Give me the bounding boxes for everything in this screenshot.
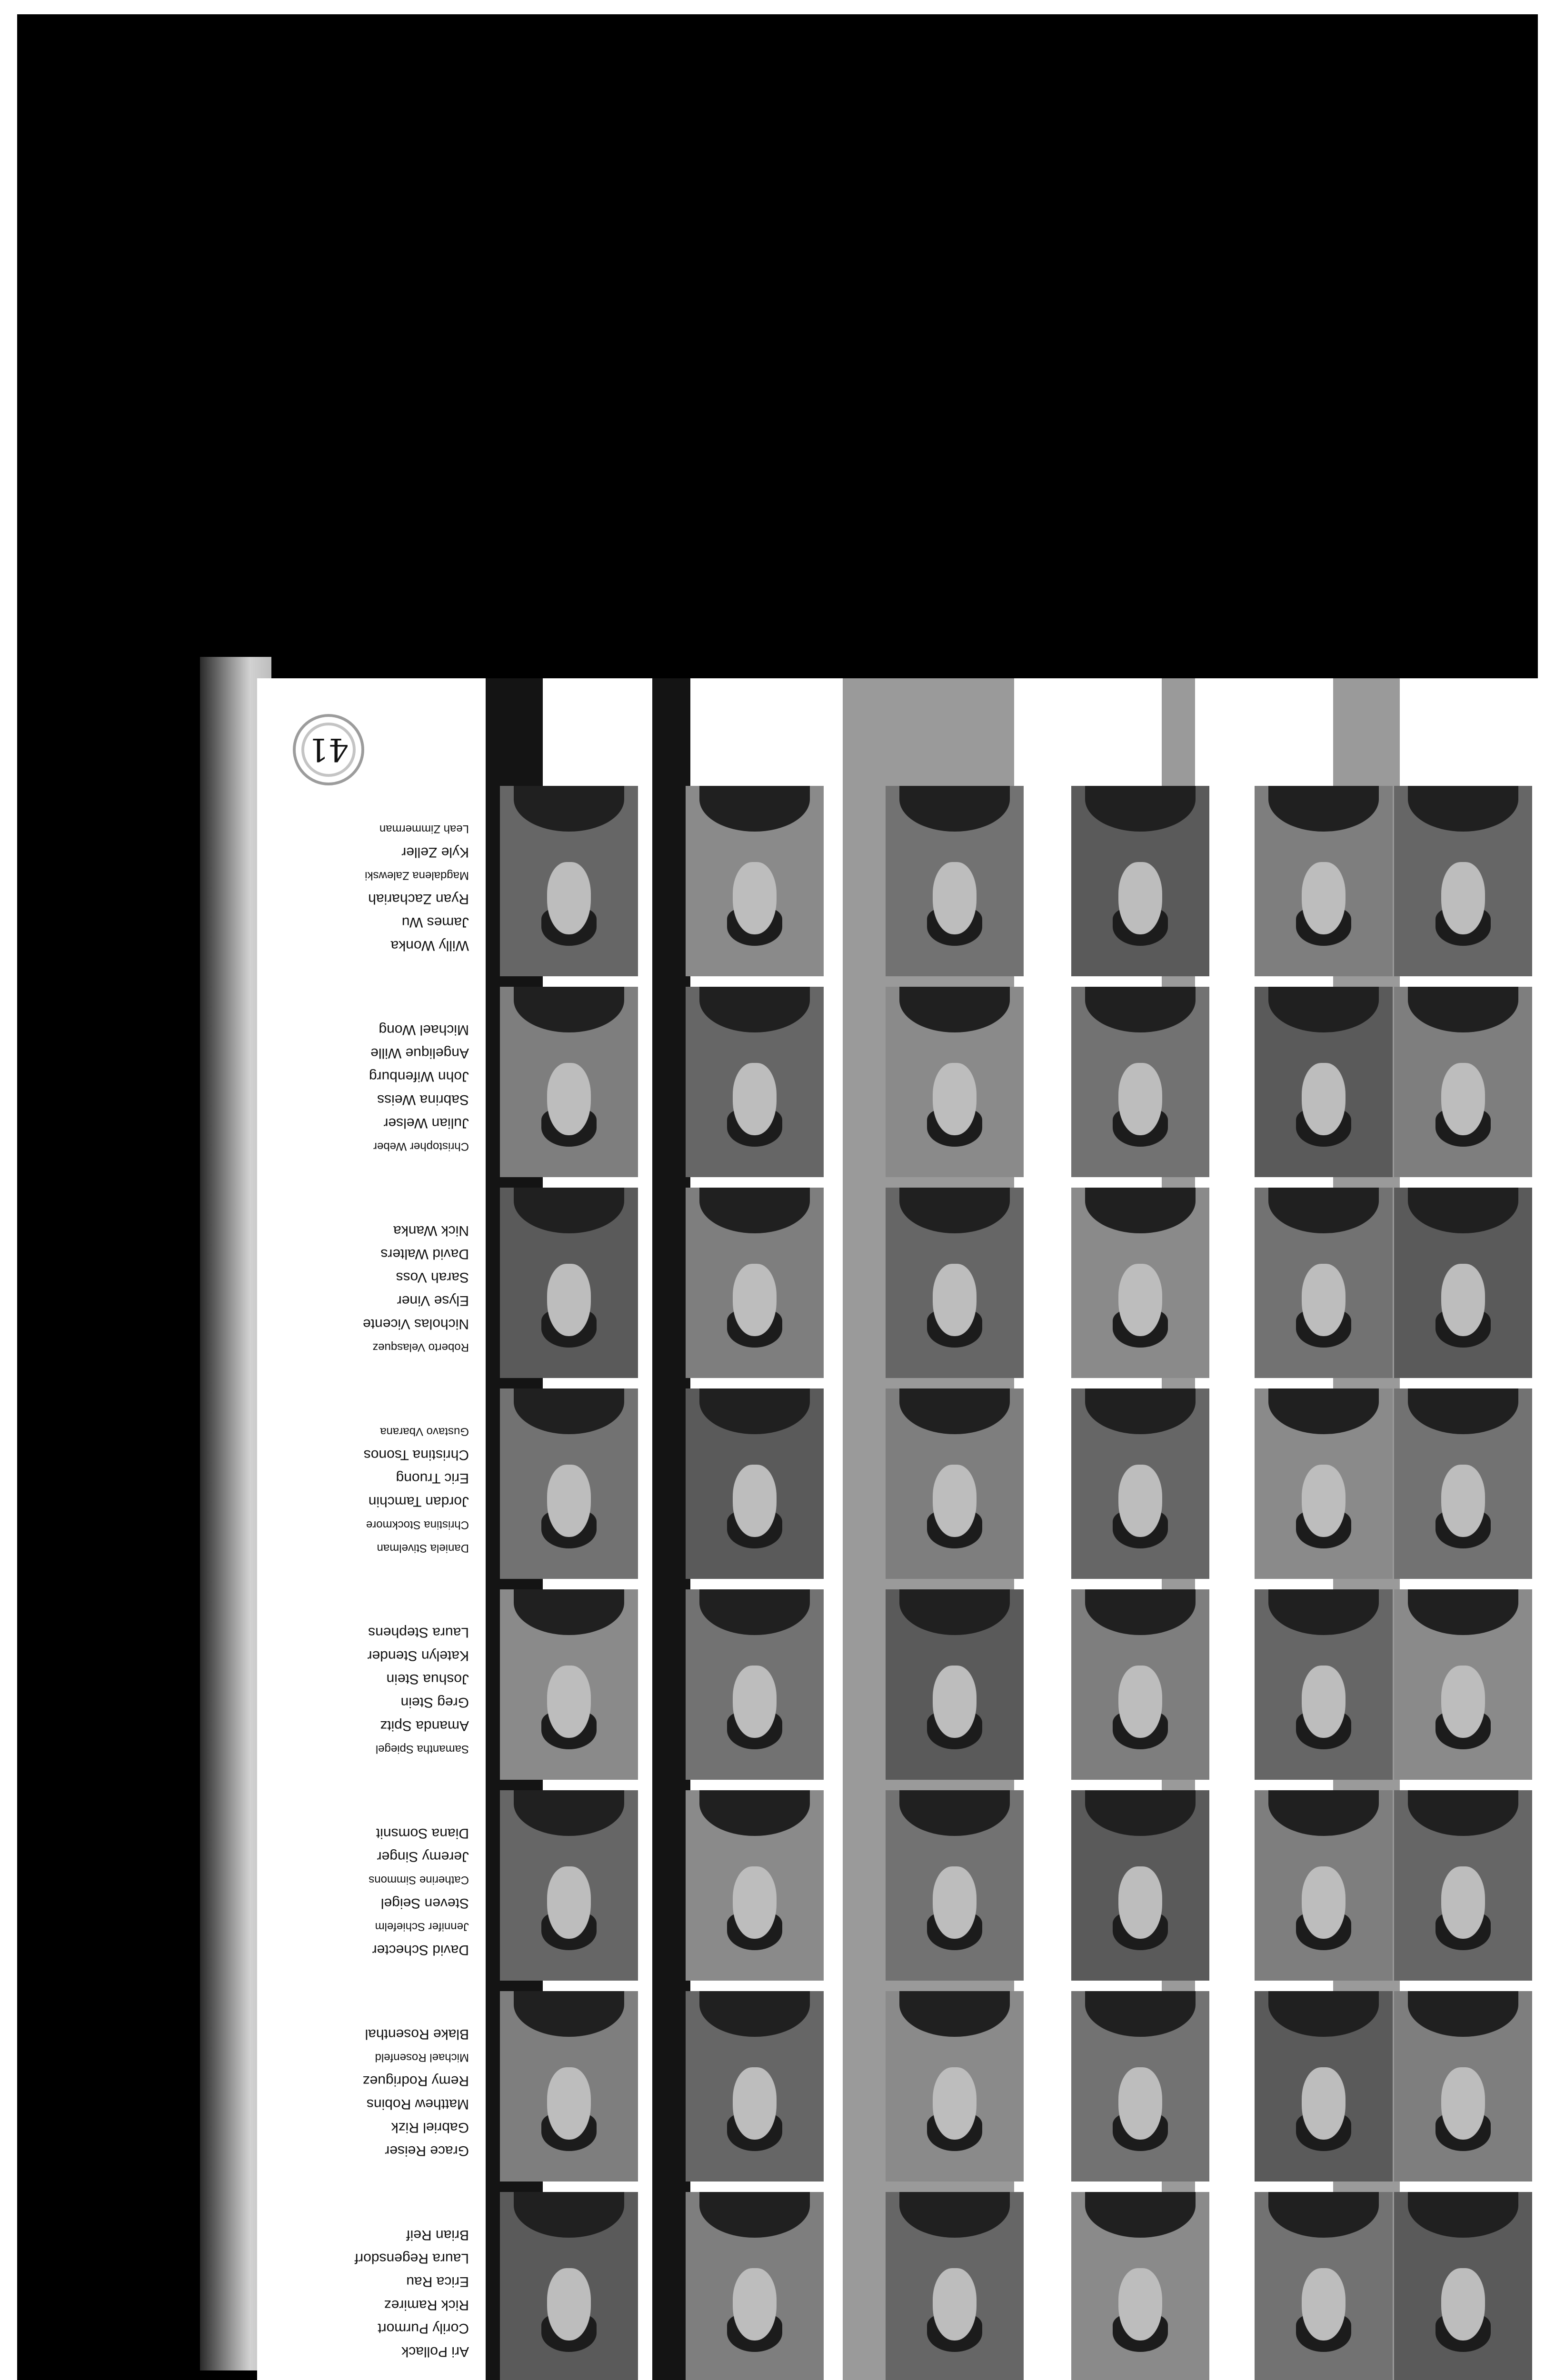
portrait-shoulders <box>899 1991 1010 2037</box>
portrait-face <box>1118 1666 1163 1738</box>
student-name: Greg Stein <box>400 1695 469 1710</box>
student-name: Gustavo Vbarana <box>380 1425 469 1438</box>
student-portrait <box>1255 1388 1393 1579</box>
portrait-face <box>733 2067 777 2140</box>
portrait-shoulders <box>514 2192 624 2238</box>
student-name: Elyse Viner <box>397 1293 469 1309</box>
name-list <box>279 1963 469 2162</box>
portrait-shoulders <box>514 1188 624 1233</box>
portrait-shoulders <box>1408 2192 1518 2238</box>
portrait-shoulders <box>1268 786 1379 832</box>
student-portrait <box>500 1790 638 1981</box>
portrait-face <box>1302 1063 1346 1135</box>
student-portrait <box>1071 1991 1209 2182</box>
student-name: Angelique Wille <box>370 1045 469 1061</box>
student-portrait <box>1071 1188 1209 1378</box>
student-name: Grace Reiser <box>385 2143 469 2159</box>
student-portrait <box>686 2192 824 2380</box>
student-portrait <box>1255 1991 1393 2182</box>
student-name: Jordan Tamchin <box>368 1494 469 1509</box>
student-portrait <box>686 1790 824 1981</box>
portrait-face <box>547 862 591 934</box>
student-name: Willy Wonka <box>390 938 469 953</box>
portrait-shoulders <box>1268 1589 1379 1635</box>
portrait-shoulders <box>514 1991 624 2037</box>
portrait-face <box>547 1666 591 1738</box>
student-name: Remy Rodriguez <box>362 2073 469 2089</box>
student-portrait <box>500 1991 638 2182</box>
portrait-shoulders <box>1085 1188 1196 1233</box>
student-name: Jeremy Singer <box>377 1849 469 1864</box>
student-name: Julian Welser <box>383 1115 469 1131</box>
yearbook-page <box>257 678 1538 2380</box>
portrait-shoulders <box>1268 1388 1379 1434</box>
portrait-face <box>1441 1465 1485 1537</box>
student-name: Laura Stephens <box>368 1625 469 1640</box>
rotated-content <box>257 678 1538 2380</box>
student-name: Diana Somsnit <box>376 1825 469 1841</box>
portrait-shoulders <box>899 1388 1010 1434</box>
portrait-shoulders <box>1268 1188 1379 1233</box>
student-name: Kyle Zeller <box>401 844 469 860</box>
portrait-shoulders <box>699 1589 810 1635</box>
portrait-face <box>1302 2067 1346 2140</box>
portrait-face <box>733 2268 777 2340</box>
portrait-face <box>1302 1465 1346 1537</box>
portrait-face <box>1441 2067 1485 2140</box>
student-name: Laura Regensdorf <box>354 2251 469 2266</box>
student-portrait <box>1394 1388 1532 1579</box>
portrait-face <box>1441 862 1485 934</box>
student-portrait <box>886 786 1024 976</box>
portrait-face <box>1302 2268 1346 2340</box>
portrait-shoulders <box>1268 2192 1379 2238</box>
student-portrait <box>1255 987 1393 1177</box>
portrait-shoulders <box>514 1388 624 1434</box>
portrait-shoulders <box>899 2192 1010 2238</box>
student-name: Samantha Spiegel <box>375 1743 469 1755</box>
student-name: Catherine Simmons <box>369 1874 469 1886</box>
portrait-face <box>1118 1264 1163 1336</box>
portrait-face <box>933 862 977 934</box>
student-name: Katelyn Stender <box>367 1648 469 1664</box>
student-name: Eric Truong <box>396 1470 469 1486</box>
portrait-face <box>733 1264 777 1336</box>
student-portrait <box>1394 987 1532 1177</box>
student-portrait <box>1255 1188 1393 1378</box>
portrait-shoulders <box>699 786 810 832</box>
student-name: Nick Wanka <box>393 1223 469 1239</box>
student-portrait <box>886 1790 1024 1981</box>
student-portrait <box>1071 1790 1209 1981</box>
portrait-shoulders <box>699 1991 810 2037</box>
student-name: Christopher Weber <box>373 1140 469 1153</box>
portrait-face <box>1302 862 1346 934</box>
portrait-shoulders <box>699 987 810 1032</box>
student-portrait <box>1071 1589 1209 1780</box>
student-name: Daniela Stivelman <box>377 1542 469 1555</box>
portrait-shoulders <box>699 1188 810 1233</box>
name-list <box>279 1159 469 1359</box>
student-portrait <box>686 1589 824 1780</box>
student-portrait <box>1255 1589 1393 1780</box>
student-portrait <box>686 1188 824 1378</box>
portrait-shoulders <box>699 1388 810 1434</box>
portrait-shoulders <box>899 987 1010 1032</box>
portrait-face <box>733 1465 777 1537</box>
portrait-face <box>933 2268 977 2340</box>
portrait-face <box>1302 1264 1346 1336</box>
portrait-shoulders <box>1085 1991 1196 2037</box>
page-number: 41 <box>309 731 349 768</box>
portrait-shoulders <box>514 1790 624 1836</box>
portrait-face <box>1302 1666 1346 1738</box>
portrait-shoulders <box>1268 1790 1379 1836</box>
portrait-face <box>1118 2067 1163 2140</box>
student-portrait <box>1255 1790 1393 1981</box>
portrait-face <box>1118 862 1163 934</box>
portrait-face <box>547 1264 591 1336</box>
portrait-shoulders <box>1085 1589 1196 1635</box>
portrait-shoulders <box>1408 1790 1518 1836</box>
student-portrait <box>1071 987 1209 1177</box>
portrait-face <box>733 1866 777 1939</box>
portrait-shoulders <box>1085 2192 1196 2238</box>
student-name: Amanda Spitz <box>380 1718 469 1734</box>
student-portrait <box>886 1589 1024 1780</box>
student-name: David Schecter <box>372 1942 469 1958</box>
student-portrait <box>1394 1589 1532 1780</box>
portrait-face <box>1441 1264 1485 1336</box>
student-name: Matthew Robins <box>366 2096 469 2112</box>
student-name: David Walters <box>380 1246 469 1262</box>
portrait-face <box>733 1063 777 1135</box>
name-list <box>279 1360 469 1560</box>
student-portrait <box>1071 1388 1209 1579</box>
student-portrait <box>500 786 638 976</box>
portrait-shoulders <box>899 1589 1010 1635</box>
portrait-shoulders <box>899 786 1010 832</box>
portrait-face <box>1118 1866 1163 1939</box>
student-portrait <box>1394 2192 1532 2380</box>
student-portrait <box>1394 1991 1532 2182</box>
portrait-shoulders <box>1085 786 1196 832</box>
student-portrait <box>686 786 824 976</box>
portrait-face <box>1118 1465 1163 1537</box>
student-portrait <box>500 1188 638 1378</box>
student-name: Jennifer Schiefelm <box>375 1920 469 1933</box>
portrait-shoulders <box>1408 1991 1518 2037</box>
student-portrait <box>1394 786 1532 976</box>
student-name: Joshua Stein <box>386 1671 469 1687</box>
student-name: Michael Wong <box>379 1022 469 1038</box>
student-portrait <box>1071 2192 1209 2380</box>
student-portrait <box>500 987 638 1177</box>
student-portrait <box>1255 2192 1393 2380</box>
portrait-shoulders <box>514 987 624 1032</box>
portrait-face <box>933 1465 977 1537</box>
portrait-shoulders <box>1085 1790 1196 1836</box>
portrait-face <box>1118 1063 1163 1135</box>
student-portrait <box>886 987 1024 1177</box>
student-name: James Wu <box>401 914 469 930</box>
student-name: Corily Purmort <box>378 2320 469 2336</box>
student-name: Brian Reif <box>406 2227 469 2243</box>
portrait-shoulders <box>1408 1388 1518 1434</box>
portrait-shoulders <box>899 1790 1010 1836</box>
name-list <box>279 2163 469 2363</box>
student-name: Christina Stockmore <box>366 1518 469 1531</box>
portrait-face <box>547 2067 591 2140</box>
portrait-face <box>1302 1866 1346 1939</box>
portrait-face <box>1441 1866 1485 1939</box>
name-list <box>279 1762 469 1962</box>
student-name: Christina Tsonos <box>363 1447 469 1463</box>
portrait-shoulders <box>699 1790 810 1836</box>
portrait-shoulders <box>514 1589 624 1635</box>
portrait-shoulders <box>1408 1589 1518 1635</box>
student-name: John Wifenburg <box>369 1069 469 1084</box>
student-portrait <box>686 987 824 1177</box>
portrait-face <box>1441 1063 1485 1135</box>
student-portrait <box>1255 786 1393 976</box>
student-portrait <box>500 1589 638 1780</box>
portrait-face <box>547 1063 591 1135</box>
portrait-face <box>1441 2268 1485 2340</box>
student-name: Nicholas Vicente <box>363 1316 469 1332</box>
student-name: Roberto Velasquez <box>372 1341 469 1354</box>
portrait-face <box>933 1264 977 1336</box>
name-list <box>279 757 469 957</box>
student-name: Ryan Zachariah <box>368 891 469 907</box>
student-portrait <box>686 1991 824 2182</box>
student-portrait <box>500 2192 638 2380</box>
student-portrait <box>1394 1790 1532 1981</box>
student-name: Sabrina Weiss <box>377 1092 469 1108</box>
portrait-shoulders <box>699 2192 810 2238</box>
student-name: Gabriel Rizk <box>391 2120 469 2135</box>
portrait-shoulders <box>1408 987 1518 1032</box>
portrait-face <box>547 1465 591 1537</box>
portrait-face <box>1441 1666 1485 1738</box>
portrait-face <box>547 1866 591 1939</box>
student-name: Erica Rau <box>406 2274 469 2290</box>
student-portrait <box>500 1388 638 1579</box>
student-portrait <box>886 1388 1024 1579</box>
portrait-face <box>933 1666 977 1738</box>
band-dark-1 <box>652 678 690 2380</box>
student-name: Magdalena Zalewski <box>365 869 469 882</box>
student-portrait <box>1394 1188 1532 1378</box>
portrait-shoulders <box>1408 1188 1518 1233</box>
portrait-shoulders <box>1408 786 1518 832</box>
student-name: Michael Rosenfeld <box>375 2051 469 2064</box>
portrait-face <box>547 2268 591 2340</box>
student-portrait <box>686 1388 824 1579</box>
portrait-shoulders <box>1268 987 1379 1032</box>
portrait-shoulders <box>899 1188 1010 1233</box>
portrait-shoulders <box>1085 1388 1196 1434</box>
name-list <box>279 1561 469 1761</box>
portrait-face <box>1118 2268 1163 2340</box>
portrait-face <box>733 1666 777 1738</box>
portrait-shoulders <box>1085 987 1196 1032</box>
student-portrait <box>886 1991 1024 2182</box>
student-portrait <box>886 2192 1024 2380</box>
portrait-face <box>933 2067 977 2140</box>
portrait-face <box>933 1866 977 1939</box>
student-name: Leah Zimmerman <box>379 823 469 835</box>
portrait-shoulders <box>1268 1991 1379 2037</box>
portrait-face <box>933 1063 977 1135</box>
student-name: Steven Seigel <box>380 1895 469 1911</box>
student-portrait <box>886 1188 1024 1378</box>
portrait-shoulders <box>514 786 624 832</box>
student-name: Sarah Voss <box>396 1269 469 1285</box>
page-number-badge <box>293 714 364 785</box>
student-name: Blake Rosenthal <box>365 2026 469 2042</box>
name-list <box>279 958 469 1158</box>
portrait-face <box>733 862 777 934</box>
student-name: Rick Ramirez <box>384 2297 469 2313</box>
student-portrait <box>1071 786 1209 976</box>
student-name: Ari Pollack <box>401 2344 469 2360</box>
